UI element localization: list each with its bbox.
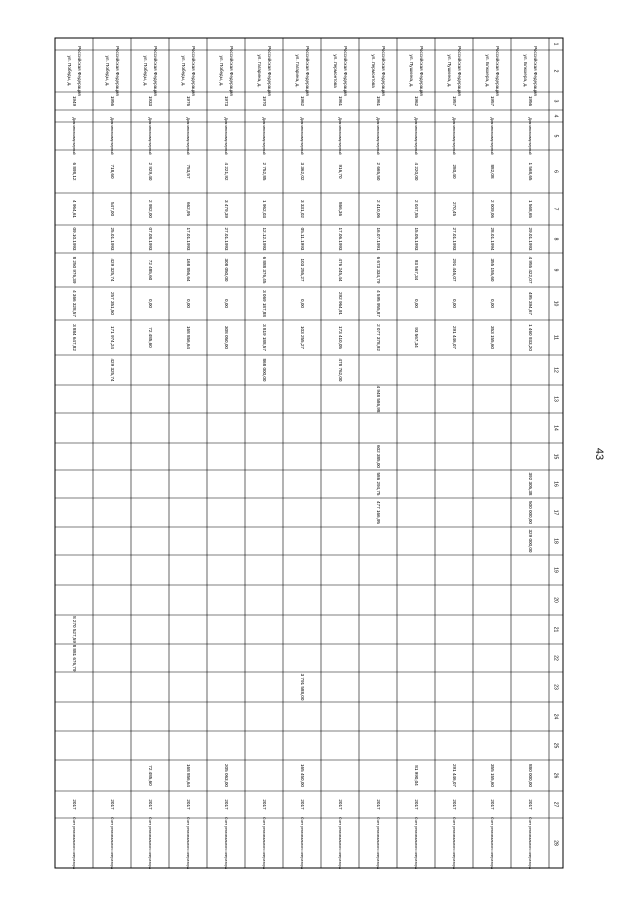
table-cell: 1970	[261, 95, 267, 107]
table-cell: Российская Федерация	[266, 46, 272, 96]
table-cell: ул. Победы, д.	[104, 55, 110, 87]
column-number: 6	[552, 170, 559, 173]
table-cell: Российская Федерация	[342, 46, 348, 96]
table-cell: 291 446,07	[451, 764, 457, 787]
table-cell: 2 929,40	[147, 162, 153, 181]
table-cell: 103 255,27	[299, 326, 305, 349]
table-cell: 280,40	[451, 164, 457, 179]
table-cell: 72 485,60	[147, 765, 153, 786]
table-cell: ул. Победы, д.	[142, 55, 148, 87]
table-cell: 1956	[109, 95, 115, 107]
column-number: 9	[552, 268, 559, 272]
table-cell: Счет регионального оператора	[110, 817, 115, 869]
table-cell: 0,00	[489, 299, 495, 308]
table-cell: 0,00	[451, 299, 457, 308]
table-cell: ул. Блюхера, д.	[522, 54, 528, 88]
table-cell: Дом многоквартирный	[148, 117, 153, 155]
table-cell: 3 791 588,00	[299, 673, 305, 701]
column-number: 12	[552, 367, 559, 373]
table-cell: 1961	[337, 95, 343, 107]
table-cell: 72 485,60	[147, 327, 153, 348]
table-cell: 165 450,00	[299, 764, 305, 787]
column-number: 4	[552, 114, 559, 118]
table-cell: 880 000,00	[527, 764, 533, 787]
table-cell: 27.01.1993	[223, 227, 229, 251]
table-cell: Российская Федерация	[380, 46, 386, 96]
table-cell: 3 819 188,57	[261, 324, 267, 351]
table-cell: 478 762,00	[337, 358, 343, 382]
table-cell: Российская Федерация	[532, 46, 538, 96]
table-cell: 4 964,61	[71, 200, 77, 218]
table-cell: 547,00	[109, 201, 115, 217]
table-cell: Счет регионального оператора	[72, 817, 77, 869]
table-cell: 292 964,91	[337, 292, 343, 315]
column-number: 11	[552, 334, 559, 341]
table-cell: 2 410,06	[375, 200, 381, 218]
table-cell: Счет регионального оператора	[528, 817, 533, 869]
table-cell: 2017	[223, 799, 229, 810]
table-cell: Дом многоквартирный	[414, 117, 419, 155]
table-cell: 2017	[109, 799, 115, 810]
table-cell: 308 050,00	[223, 258, 229, 282]
table-cell: 168 856,64	[185, 258, 191, 282]
table-cell: Дом многоквартирный	[338, 117, 343, 155]
table-cell: 1 568,65	[527, 162, 533, 181]
column-number: 8	[552, 237, 559, 241]
column-number: 22	[552, 655, 559, 661]
table-cell: 329 000,00	[527, 529, 533, 553]
table-cell: 05.11.1993	[299, 227, 305, 251]
table-cell: 4 595 955,87	[375, 290, 381, 317]
table-cell: Счет регионального оператора	[414, 817, 419, 869]
table-cell: 2017	[375, 799, 381, 810]
table-cell: 17.06.1993	[337, 227, 343, 251]
table-cell: ул. Победы, д.	[218, 55, 224, 87]
table-cell: 4 948 586,98	[375, 385, 381, 413]
table-cell: Российская Федерация	[418, 46, 424, 96]
table-cell: Счет регионального оператора	[186, 817, 191, 869]
table-cell: 2017	[413, 799, 419, 810]
table-cell: 09.10.1993	[71, 227, 77, 251]
table-cell: 3 479,39	[223, 200, 229, 218]
table-cell: 1 568,65	[527, 200, 533, 218]
table-cell: ул. Победы, д.	[66, 55, 72, 87]
table-cell: Российская Федерация	[304, 46, 310, 96]
table-cell: 2 077 378,92	[375, 324, 381, 351]
column-number: 27	[552, 801, 559, 808]
table-cell: 2017	[451, 799, 457, 810]
column-number: 26	[552, 772, 559, 779]
table-cell: 2 982,00	[147, 200, 153, 218]
table-cell: 868 000,00	[261, 358, 267, 382]
table-cell: 882,08	[489, 164, 495, 179]
column-number: 3	[552, 99, 559, 103]
column-number: 10	[552, 300, 559, 307]
table-cell: 916,70	[337, 164, 343, 179]
table-cell: 2017	[489, 799, 495, 810]
column-number: 14	[552, 425, 559, 431]
table-cell: 103 255,27	[299, 258, 305, 282]
table-cell: Дом многоквартирный	[224, 117, 229, 155]
table-cell: 16.07.1991	[375, 227, 381, 251]
table-cell: ул. Пушкина, д.	[408, 54, 414, 88]
table-cell: Дом многоквартирный	[110, 117, 115, 155]
table-cell: 2017	[299, 799, 305, 810]
table-cell: ул. Победы, д.	[180, 55, 186, 87]
table-cell: 270,45	[451, 201, 457, 217]
table-cell: ул. Лермонтова	[332, 54, 338, 88]
table-cell: 0,00	[147, 299, 153, 308]
table-cell: 1 460 933,20	[527, 324, 533, 351]
table-cell: 1957	[489, 95, 495, 107]
table-cell: Счет регионального оператора	[376, 817, 381, 869]
column-number: 13	[552, 396, 559, 402]
table-cell: 2 665,50	[375, 162, 381, 181]
table-cell: 168 856,64	[185, 326, 191, 349]
column-number: 18	[552, 538, 559, 544]
table-cell: 4 955 422,07	[527, 256, 533, 284]
column-number: 5	[552, 134, 559, 138]
table-cell: 1973	[223, 95, 229, 107]
table-cell: Российская Федерация	[228, 46, 234, 96]
table-cell: 392 305,38	[527, 472, 533, 496]
table-cell: 3 069 187,88	[261, 290, 267, 317]
table-cell: 1961	[375, 95, 381, 107]
table-cell: Счет регионального оператора	[452, 817, 457, 869]
table-cell: 4 220,00	[413, 162, 419, 181]
table-cell: 2 752,85	[261, 162, 267, 181]
table-cell: 25.01.1993	[109, 227, 115, 251]
table-cell: 8 881 676,79	[71, 644, 77, 672]
column-number: 19	[552, 567, 559, 573]
table-cell: 4 221,92	[223, 162, 229, 181]
table-cell: 8 250 976,39	[71, 256, 77, 284]
table-cell: Российская Федерация	[190, 46, 196, 96]
table-cell: Счет регионального оператора	[262, 817, 267, 869]
table-cell: 0,00	[185, 299, 191, 308]
column-number: 16	[552, 481, 559, 487]
table-cell: 27.01.1993	[451, 227, 457, 251]
column-number: 2	[552, 69, 559, 73]
table-cell: 257 351,50	[109, 292, 115, 315]
table-cell: Дом многоквартирный	[186, 117, 191, 155]
table-cell: 17.01.1993	[185, 227, 191, 251]
table-cell: 0,00	[413, 299, 419, 308]
column-number: 23	[552, 684, 559, 690]
table-cell: Дом многоквартирный	[490, 117, 495, 155]
table-cell: 2017	[337, 799, 343, 810]
table-cell: Российская Федерация	[494, 46, 500, 96]
table-cell: 72 485,60	[147, 259, 153, 281]
table-cell: 1957	[451, 95, 457, 107]
table-cell: Дом многоквартирный	[262, 117, 267, 155]
table-cell: Дом многоквартирный	[452, 117, 457, 155]
table-cell: 1956	[527, 95, 533, 107]
table-cell: 1949	[71, 95, 77, 107]
table-cell: 4 366 328,57	[71, 290, 77, 317]
table-cell: 2017	[261, 799, 267, 810]
table-cell: 586 294,75	[375, 472, 381, 496]
column-number: 20	[552, 597, 559, 603]
table-cell: Российская Федерация	[456, 46, 462, 96]
table-cell: 353 155,60	[489, 326, 495, 349]
column-number: 24	[552, 713, 559, 720]
table-cell: 205 063,00	[223, 764, 229, 787]
table-cell: 3 362,02	[299, 162, 305, 181]
column-number: 7	[552, 207, 559, 211]
table-cell: 12.12.1993	[261, 227, 267, 251]
column-number: 21	[552, 626, 559, 633]
table-cell: 291 446,07	[451, 326, 457, 349]
table-cell: 0,00	[223, 299, 229, 308]
table-cell: 168 856,64	[185, 764, 191, 787]
table-cell: 2017	[147, 799, 153, 810]
table-cell: Российская Федерация	[152, 46, 158, 96]
table-cell: 0,00	[299, 299, 305, 308]
table-cell: ул. Пушкина, д.	[446, 54, 452, 88]
column-number: 15	[552, 453, 559, 460]
table-cell: 1962	[299, 95, 305, 107]
table-cell: 866,36	[337, 201, 343, 217]
table-cell: 6 673 334,79	[375, 256, 381, 284]
table-cell: 2017	[527, 799, 533, 810]
table-cell: 3 884 647,82	[71, 324, 77, 351]
table-cell: 602 385,00	[375, 445, 381, 468]
table-cell: Счет регионального оператора	[300, 817, 305, 869]
table-cell: Дом многоквартирный	[376, 117, 381, 155]
table-cell: ул. Блюхера, д.	[484, 54, 490, 88]
table-cell: 81 990,04	[413, 765, 419, 786]
table-cell: ул. Лермонтова	[370, 54, 376, 88]
table-cell: Счет регионального оператора	[338, 817, 343, 869]
column-number: 25	[552, 742, 559, 749]
table-cell: Дом многоквартирный	[528, 117, 533, 155]
table-cell: 93 567,34	[413, 327, 419, 348]
table-cell: Счет регионального оператора	[490, 817, 495, 869]
table-cell: 355 155,60	[489, 764, 495, 787]
table-cell: 173 410,05	[337, 326, 343, 349]
table-cell: 1933	[147, 95, 153, 107]
table-cell: 2017	[185, 799, 191, 810]
table-cell: 753,57	[185, 164, 191, 179]
table-cell: 28.01.1994	[489, 227, 495, 251]
column-number: 1	[552, 42, 559, 46]
table-cell: 1962	[413, 95, 419, 107]
table-cell: Дом многоквартирный	[300, 117, 305, 155]
table-cell: 07.08.1993	[147, 227, 153, 251]
table-cell: 1976	[185, 95, 191, 107]
column-number: 17	[552, 509, 559, 516]
table-cell: 93 567,34	[413, 259, 419, 281]
table-cell: 15.05.1993	[413, 227, 419, 251]
table-cell: Дом многоквартирный	[72, 117, 77, 155]
table-cell: 6 898,12	[71, 162, 77, 181]
table-cell: 171 974,24	[109, 326, 115, 349]
table-cell: 429 325,74	[109, 258, 115, 282]
table-cell: 2 009,06	[489, 200, 495, 218]
table-cell: 500 000,00	[527, 501, 533, 524]
table-cell: ул. Гагарина, д.	[294, 54, 300, 88]
table-cell: Счет регионального оператора	[148, 817, 153, 869]
page-number: 43	[593, 447, 605, 461]
table-cell: 355 155,60	[489, 258, 495, 282]
table-cell: 1 962,03	[261, 200, 267, 218]
column-number: 28	[552, 840, 559, 846]
table-cell: Российская Федерация	[76, 46, 82, 96]
table-cell: 6 888 376,45	[261, 256, 267, 284]
table-cell: 2017	[71, 799, 77, 810]
table-cell: 2 047,55	[413, 200, 419, 218]
table-cell: Счет регионального оператора	[224, 817, 229, 869]
table-cell: 495 394,67	[527, 292, 533, 315]
table-cell: 477 166,95	[375, 501, 381, 524]
table-cell: 308 050,00	[223, 326, 229, 349]
table-cell: 3 331,02	[299, 200, 305, 218]
table-cell: 429 325,74	[109, 358, 115, 382]
table-cell: ул. Гагарина, д.	[256, 54, 262, 88]
table-cell: 29.01.1993	[527, 227, 533, 251]
table-cell: 8 270 527,59	[71, 616, 77, 643]
table-cell: 718,60	[109, 164, 115, 179]
table-cell: Российская Федерация	[114, 46, 120, 96]
table-cell: 291 446,07	[451, 258, 457, 282]
table-cell: 476 245,44	[337, 258, 343, 282]
table-cell: 662,95	[185, 201, 191, 217]
